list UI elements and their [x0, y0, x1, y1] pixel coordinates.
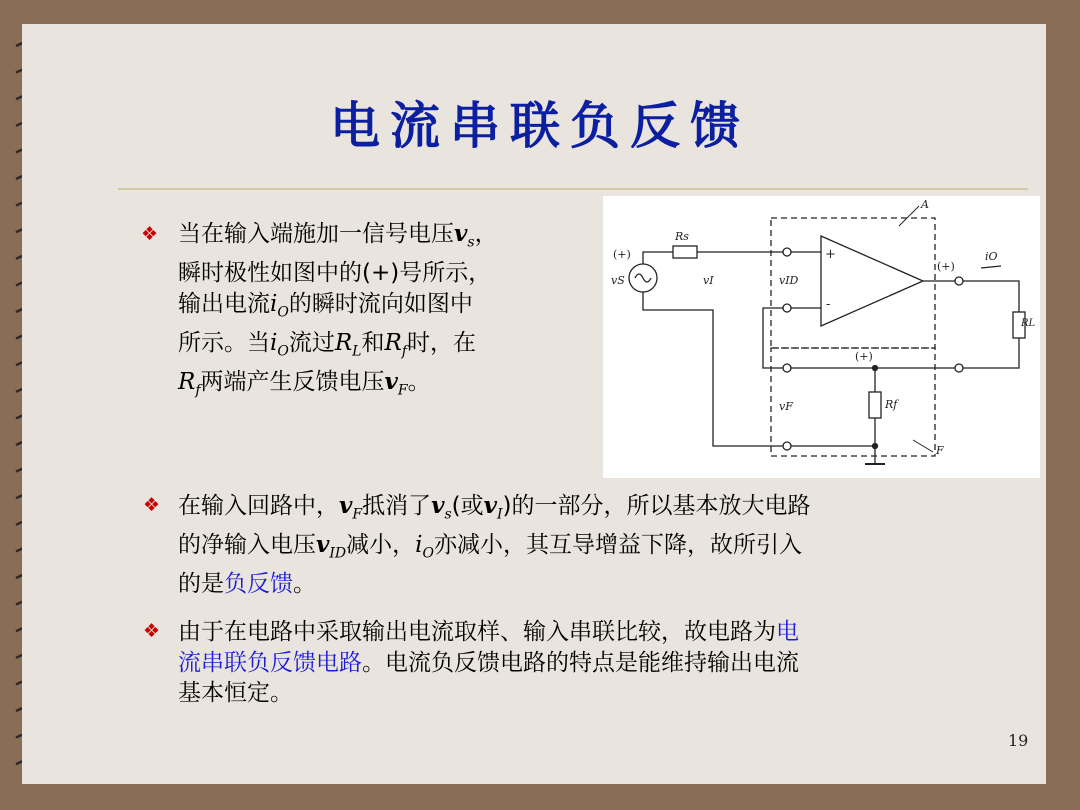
op-amp-symbol [821, 236, 923, 326]
svg-text:(+): (+) [613, 248, 631, 261]
svg-text:(+): (+) [855, 350, 873, 363]
resistor-rs [673, 246, 697, 258]
bullet-diamond-icon: ❖ [143, 620, 161, 642]
resistor-rf [869, 392, 881, 418]
svg-text:Rf: Rf [885, 398, 898, 411]
bullet-3-text: 由于在电路中采取输出电流取样、输入串联比较，故电路为电 流串联负反馈电路。电流负反馈电路的特点是能维持输出电流 基本恒定。 [178, 619, 799, 706]
bullet-1-text: 当在输入端施加一信号电压$v_s$， 瞬时极性如图中的(+)号所示， 输出电流$i_O$的瞬时流向如图中 所示。当$i_O$流过$R_L$和$R_f$时，在 $R_f$两端产生反馈电压$v_F$。 [178, 220, 498, 399]
svg-text:vID: vID [779, 274, 799, 287]
svg-text:Rs: Rs [675, 230, 689, 243]
svg-text:vS: vS [611, 274, 625, 287]
label-a: A [921, 198, 929, 211]
title-divider [118, 188, 1028, 190]
feedback-block-boundary [771, 348, 935, 456]
svg-text:(+): (+) [937, 260, 955, 273]
svg-text:+: + [825, 247, 836, 262]
bullet-diamond-icon: ❖ [143, 494, 161, 516]
label-f: F [936, 444, 944, 457]
bullet-diamond-icon: ❖ [141, 223, 159, 245]
svg-text:RL: RL [1021, 318, 1036, 329]
slide-title: 电流串联负反馈 [330, 96, 750, 155]
svg-text:vF: vF [779, 400, 793, 413]
circuit-diagram [603, 196, 1040, 478]
bullet-2-text: 在输入回路中，$v_F$抵消了$v_s$(或$v_I$)的一部分，所以基本放大电路 的净输入电压$v_{ID}$减小，$i_O$亦减小，其互导增益下降，故所引入 的是负反馈。 [178, 492, 811, 598]
page-number: 19 [1008, 731, 1029, 750]
svg-text:vI: vI [703, 274, 714, 287]
svg-text:iO: iO [985, 250, 998, 263]
svg-text:-: - [826, 297, 831, 312]
